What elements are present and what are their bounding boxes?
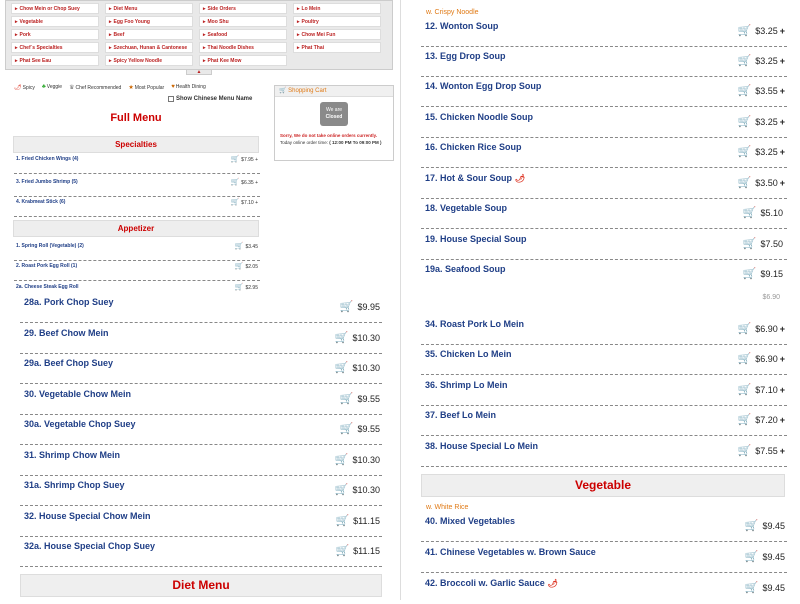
add-to-cart-icon[interactable]: 🛒 bbox=[335, 545, 350, 557]
add-to-cart-icon[interactable]: 🛒 bbox=[744, 551, 759, 563]
add-to-cart-icon[interactable]: 🛒 bbox=[737, 414, 752, 426]
hot-pepper-icon: 🌶 bbox=[547, 579, 558, 588]
add-to-cart-icon[interactable]: 🛒 bbox=[742, 238, 757, 250]
add-to-cart-icon[interactable]: 🛒 bbox=[744, 520, 759, 532]
section-header-appetizer: Appetizer bbox=[13, 220, 259, 237]
nav-item-egg-foo-young[interactable]: ▸ Egg Foo Young bbox=[105, 16, 193, 27]
nav-item-chow-mein[interactable]: ▸ Chow Mein or Chop Suey bbox=[11, 3, 99, 14]
menu-item[interactable]: 1. Fried Chicken Wings (4) 🛒 $7.95 + bbox=[14, 150, 260, 174]
cart-status-note: Sorry, We do not take online orders currently. Today online order time: ( 12:00 PM To 09:00 PM ) bbox=[280, 133, 382, 145]
menu-item[interactable]: 38. House Special Lo Mein 🛒 $7.55 + bbox=[421, 437, 787, 467]
menu-item[interactable]: 2a. Cheese Steak Egg Roll 🛒 $2.95 bbox=[14, 278, 260, 302]
nav-item-side-orders[interactable]: ▸ Side Orders bbox=[199, 3, 287, 14]
menu-item[interactable]: 13. Egg Drop Soup 🛒 $3.25 + bbox=[421, 47, 787, 77]
category-navigation bbox=[5, 0, 393, 70]
menu-item[interactable]: 12. Wonton Soup 🛒 $3.25 + bbox=[421, 17, 787, 47]
nav-item-moo-shu[interactable]: ▸ Moo Shu bbox=[199, 16, 287, 27]
chow-mein-section bbox=[0, 298, 400, 600]
add-to-cart-icon[interactable]: 🛒 bbox=[742, 268, 757, 280]
nav-item-lo-mein[interactable]: ▸ Lo Mein bbox=[293, 3, 381, 14]
legend-popular: ★Most Popular bbox=[128, 85, 165, 91]
icon-legend bbox=[14, 84, 206, 91]
collapse-nav-toggle[interactable]: ▲ bbox=[186, 70, 212, 75]
menu-item[interactable]: 34. Roast Pork Lo Mein 🛒 $6.90 + bbox=[421, 315, 787, 345]
menu-item[interactable]: 18. Vegetable Soup 🛒 $5.10 bbox=[421, 199, 787, 229]
health-icon: ♥ bbox=[171, 84, 175, 90]
legend-chef: ♛Chef Recommended bbox=[69, 85, 122, 91]
add-to-cart-icon[interactable]: 🛒 bbox=[335, 515, 350, 527]
section-header-vegetable: Vegetable bbox=[421, 474, 785, 497]
menu-item[interactable]: 35. Chicken Lo Mein 🛒 $6.90 + bbox=[421, 345, 787, 375]
nav-item-beef[interactable]: ▸ Beef bbox=[105, 29, 193, 40]
menu-item[interactable]: 40. Mixed Vegetables 🛒 $9.45 bbox=[421, 512, 787, 542]
menu-overview-panel bbox=[0, 0, 400, 298]
add-to-cart-icon[interactable]: 🛒 bbox=[737, 445, 752, 457]
add-to-cart-icon[interactable]: 🛒 bbox=[742, 207, 757, 219]
menu-item[interactable]: 30. Vegetable Chow Mein 🛒 $9.55 bbox=[20, 385, 382, 415]
section-header-specialties: Specialties bbox=[13, 136, 259, 153]
add-to-cart-icon[interactable]: 🛒 bbox=[339, 301, 354, 313]
menu-item[interactable]: 2. Roast Pork Egg Roll (1) 🛒 $2.05 bbox=[14, 257, 260, 281]
add-to-cart-icon[interactable]: 🛒 bbox=[334, 454, 349, 466]
chef-hat-icon: ♛ bbox=[69, 85, 75, 91]
cutoff-price: $6.90 bbox=[762, 294, 780, 301]
show-chinese-name-checkbox[interactable]: Show Chinese Menu Name bbox=[168, 96, 252, 102]
nav-item-phat-thai[interactable]: ▸ Phat Thai bbox=[293, 42, 381, 53]
soup-section bbox=[400, 0, 800, 298]
menu-item[interactable]: 19a. Seafood Soup 🛒 $9.15 bbox=[425, 264, 783, 280]
add-to-cart-icon[interactable]: 🛒 bbox=[334, 484, 349, 496]
menu-item[interactable]: 37. Beef Lo Mein 🛒 $7.20 + bbox=[421, 406, 787, 436]
section-header-diet-menu: Diet Menu bbox=[20, 574, 382, 597]
add-to-cart-icon[interactable]: 🛒 bbox=[744, 582, 759, 594]
hot-pepper-icon: 🌶 bbox=[515, 174, 526, 183]
nav-item-diet-menu[interactable]: ▸ Diet Menu bbox=[105, 3, 193, 14]
add-to-cart-icon[interactable]: 🛒 bbox=[737, 323, 752, 335]
menu-item[interactable]: 19. House Special Soup 🛒 $7.50 bbox=[421, 230, 787, 260]
menu-item[interactable]: 14. Wonton Egg Drop Soup 🛒 $3.55 + bbox=[421, 77, 787, 107]
legend-veggie: ♣Veggie bbox=[41, 84, 63, 90]
add-to-cart-icon[interactable]: 🛒 bbox=[737, 116, 752, 128]
hot-pepper-icon: 🌶 bbox=[14, 85, 22, 91]
nav-item-spicy-yellow-noodle[interactable]: ▸ Spicy Yellow Noodle bbox=[105, 55, 193, 66]
page-title: Full Menu bbox=[110, 112, 162, 124]
add-to-cart-icon[interactable]: 🛒 bbox=[339, 393, 354, 405]
add-to-cart-icon[interactable]: 🛒 bbox=[737, 353, 752, 365]
menu-item[interactable]: 4. Krabmeat Stick (6) 🛒 $7.10 + bbox=[14, 193, 260, 217]
menu-item[interactable]: 29. Beef Chow Mein 🛒 $10.30 bbox=[20, 324, 382, 354]
add-to-cart-icon[interactable]: 🛒 bbox=[234, 243, 244, 250]
closed-sign: We are Closed bbox=[320, 102, 348, 126]
menu-item[interactable]: 42. Broccoli w. Garlic Sauce 🌶 🛒 $9.45 bbox=[425, 578, 785, 594]
nav-item-chefs-specialties[interactable]: ▸ Chef`s Specialties bbox=[11, 42, 99, 53]
add-to-cart-icon[interactable]: 🛒 bbox=[737, 25, 752, 37]
add-to-cart-icon[interactable]: 🛒 bbox=[737, 85, 752, 97]
add-to-cart-icon[interactable]: 🛒 bbox=[234, 284, 244, 291]
nav-item-pork[interactable]: ▸ Pork bbox=[11, 29, 99, 40]
add-to-cart-icon[interactable]: 🛒 bbox=[737, 55, 752, 67]
legend-health: ♥Health Dining bbox=[171, 84, 206, 90]
nav-item-thai-noodle[interactable]: ▸ Thai Noodle Dishes bbox=[199, 42, 287, 53]
menu-item[interactable]: 1. Spring Roll (Vegetable) (2) 🛒 $3.45 bbox=[14, 237, 260, 261]
add-to-cart-icon[interactable]: 🛒 bbox=[230, 199, 240, 206]
checkbox-box[interactable] bbox=[168, 96, 174, 102]
menu-item[interactable]: 30a. Vegetable Chop Suey 🛒 $9.55 bbox=[20, 415, 382, 445]
menu-item[interactable]: 28a. Pork Chop Suey 🛒 $9.95 bbox=[20, 293, 382, 323]
menu-item[interactable]: 32. House Special Chow Mein 🛒 $11.15 bbox=[20, 507, 382, 537]
nav-item-phat-see-eau[interactable]: ▸ Phat See Eau bbox=[11, 55, 99, 66]
shopping-cart-icon: 🛒 bbox=[279, 88, 287, 94]
nav-item-chow-mei-fun[interactable]: ▸ Chow Mei Fun bbox=[293, 29, 381, 40]
leaf-icon: ♣ bbox=[41, 84, 46, 90]
nav-item-szechuan[interactable]: ▸ Szechuan, Hunan & Cantonese bbox=[105, 42, 193, 53]
thumbs-up-icon: ★ bbox=[128, 85, 134, 91]
menu-item[interactable]: 15. Chicken Noodle Soup 🛒 $3.25 + bbox=[421, 108, 787, 138]
nav-item-seafood[interactable]: ▸ Seafood bbox=[199, 29, 287, 40]
nav-item-phat-kee-mow[interactable]: ▸ Phat Kee Mow bbox=[199, 55, 287, 66]
lo-mein-section bbox=[400, 294, 800, 600]
menu-item[interactable]: 29a. Beef Chop Suey 🛒 $10.30 bbox=[20, 354, 382, 384]
add-to-cart-icon[interactable]: 🛒 bbox=[230, 179, 240, 186]
section-note: w. Crispy Noodle bbox=[426, 9, 479, 16]
add-to-cart-icon[interactable]: 🛒 bbox=[737, 146, 752, 158]
menu-item[interactable]: 3. Fried Jumbo Shrimp (5) 🛒 $6.35 + bbox=[14, 173, 260, 197]
add-to-cart-icon[interactable]: 🛒 bbox=[339, 423, 354, 435]
section-note: w. White Rice bbox=[426, 504, 469, 511]
add-to-cart-icon[interactable]: 🛒 bbox=[737, 384, 752, 396]
menu-item[interactable]: 16. Chicken Rice Soup 🛒 $3.25 + bbox=[421, 138, 787, 168]
menu-item[interactable]: 31a. Shrimp Chop Suey 🛒 $10.30 bbox=[20, 476, 382, 506]
legend-spicy: 🌶Spicy bbox=[14, 85, 35, 91]
menu-item[interactable]: 17. Hot & Sour Soup 🌶 🛒 $3.50 + bbox=[421, 169, 787, 199]
menu-item[interactable]: 31. Shrimp Chow Mein 🛒 $10.30 bbox=[20, 446, 382, 476]
add-to-cart-icon[interactable]: 🛒 bbox=[737, 177, 752, 189]
shopping-cart-panel bbox=[274, 85, 394, 161]
add-to-cart-icon[interactable]: 🛒 bbox=[234, 263, 244, 270]
nav-item-vegetable[interactable]: ▸ Vegetable bbox=[11, 16, 99, 27]
add-to-cart-icon[interactable]: 🛒 bbox=[230, 156, 240, 163]
add-to-cart-icon[interactable]: 🛒 bbox=[334, 332, 349, 344]
menu-item[interactable]: 36. Shrimp Lo Mein 🛒 $7.10 + bbox=[421, 376, 787, 406]
cart-header: 🛒 Shopping Cart bbox=[275, 86, 393, 97]
nav-item-poultry[interactable]: ▸ Poultry bbox=[293, 16, 381, 27]
menu-item[interactable]: 41. Chinese Vegetables w. Brown Sauce 🛒 $9.45 bbox=[421, 543, 787, 573]
add-to-cart-icon[interactable]: 🛒 bbox=[334, 362, 349, 374]
menu-item[interactable]: 32a. House Special Chop Suey 🛒 $11.15 bbox=[20, 537, 382, 567]
